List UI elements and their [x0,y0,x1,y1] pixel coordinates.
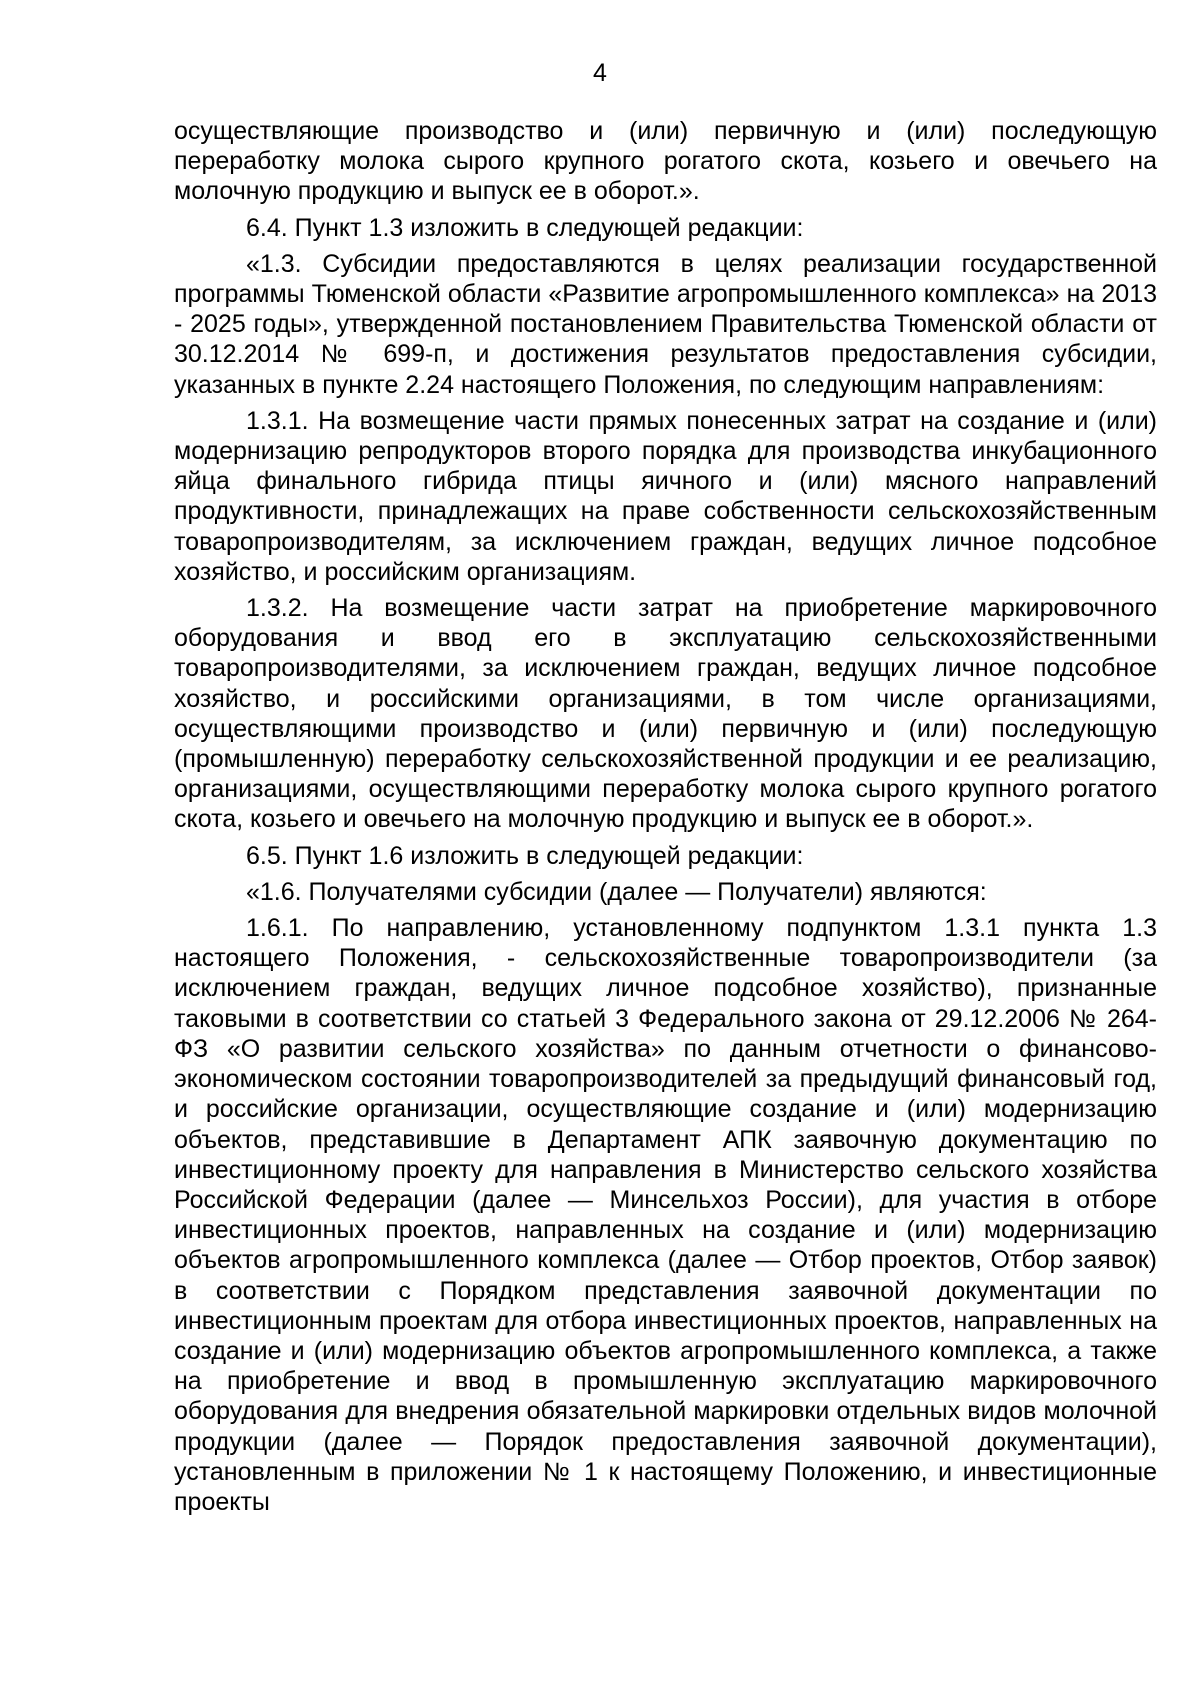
paragraph-1-3-2: 1.3.2. На возмещение части затрат на приобретение маркировочного оборудования и ввод его в эксплуатацию сельскохозяйственными товаропроизводителями, за исключением граждан, ведущих личное подсобное хозяйство, и российскими организациями, в том числе организациями, осуществляющими производство и (или) первичную и (или) последующую (промышленную) переработку сельскохозяйственной продукции и ее реализацию, организациями, осуществляющими переработку молока сырого крупного рогатого скота, козьего и овечьего на молочную продукцию и выпуск ее в оборот.». [174,594,1157,834]
paragraph-1-3: «1.3. Субсидии предоставляются в целях реализации государственной программы Тюменской области «Развитие агропромышленного комплекса» на 2013 - 2025 годы», утвержденной постановлением Правительства Тюменской области от 30.12.2014 № 699-п, и достижения результатов предоставления субсидии, указанных в пункте 2.24 настоящего Положения, по следующим направлениям: [174,249,1157,399]
page-number: 4 [593,59,607,87]
paragraph-6-4: 6.4. Пункт 1.3 изложить в следующей редакции: [246,213,804,242]
paragraph-continuation: осуществляющие производство и (или) первичную и (или) последующую переработку молока сырого крупного рогатого скота, козьего и овечьего на молочную продукцию и выпуск ее в оборот.». [174,117,1157,206]
paragraph-1-3-1: 1.3.1. На возмещение части прямых понесенных затрат на создание и (или) модернизацию репродукторов второго порядка для производства инкубационного яйца финального гибрида птицы яичного и (или) мясного направлений продуктивности, принадлежащих на праве собственности сельскохозяйственным товаропроизводителям, за исключением граждан, ведущих личное подсобное хозяйство, и российским организациям. [174,406,1157,586]
paragraph-1-6: «1.6. Получателями субсидии (далее — Получатели) являются: [246,877,987,906]
document-body [174,116,1157,1523]
paragraph-1-6-1: 1.6.1. По направлению, установленному подпунктом 1.3.1 пункта 1.3 настоящего Положения, - сельскохозяйственные товаропроизводители (за исключением граждан, ведущих личное подсобное хозяйство), признанные таковыми в соответствии со статьей 3 Федерального закона от 29.12.2006 № 264-ФЗ «О развитии сельского хозяйства» по данным отчетности о финансово-экономическом состоянии товаропроизводителей за предыдущий финансовый год, и российские организации, осуществляющие создание и (или) модернизацию объектов, представившие в Департамент АПК заявочную документацию по инвестиционному проекту для направления в Министерство сельского хозяйства Российской Федерации (далее — Минсельхоз России), для участия в отборе инвестиционных проектов, направленных на создание и (или) модернизацию объектов агропромышленного комплекса (далее — Отбор проектов, Отбор заявок) в соответствии с Порядком представления заявочной документации по инвестиционным проектам для отбора инвестиционных проектов, направленных на создание и (или) модернизацию объектов агропромышленного комплекса, а также на приобретение и ввод в промышленную эксплуатацию маркировочного оборудования для внедрения обязательной маркировки отдельных видов молочной продукции (далее — Порядок предоставления заявочной документации), установленным в приложении № 1 к настоящему Положению, и инвестиционные проекты [174,914,1157,1516]
paragraph-6-5: 6.5. Пункт 1.6 изложить в следующей редакции: [246,841,804,870]
